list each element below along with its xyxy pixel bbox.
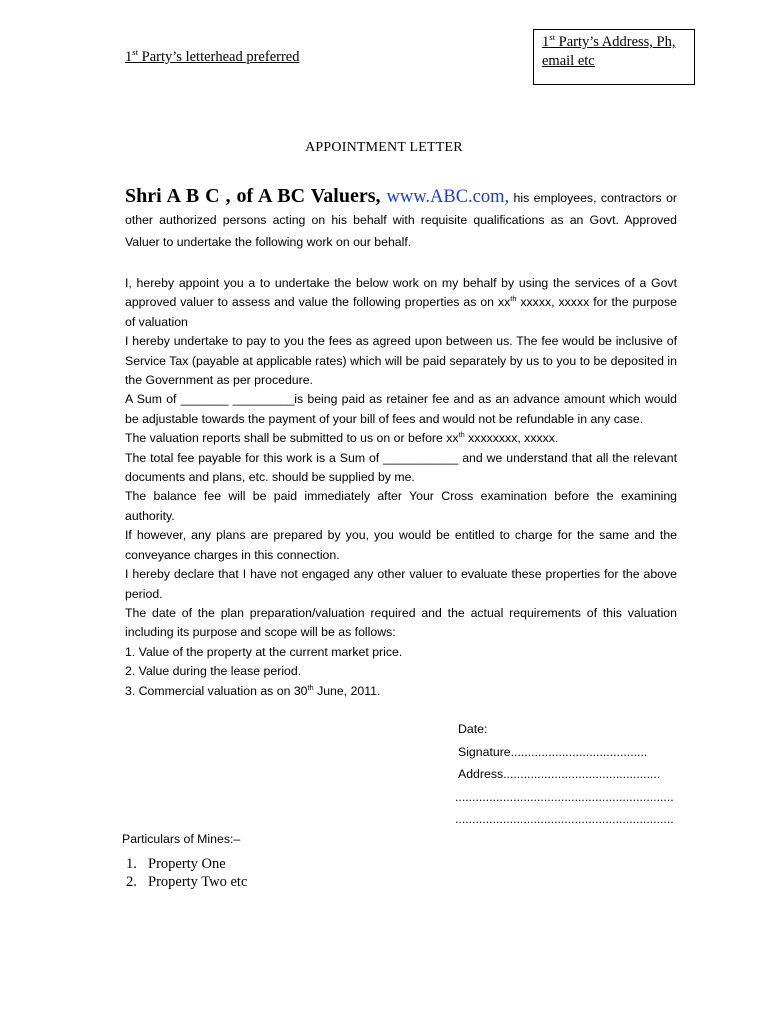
paragraph-appointment: I, hereby appoint you a to undertake the below work on my behalf by using the services of a Govt approved valuer to assess and value the following properties as on $xx^{th}$ xxxxx, xxxxx for the purpose of valuation (125, 276, 677, 329)
paragraph-balance-fee: The balance fee will be paid immediately after Your Cross examination before the examining authority. (125, 489, 677, 523)
address-line: ................................................................ (455, 789, 674, 804)
address-field: Address.............................................. (458, 767, 661, 781)
paragraph-retainer: A Sum of _______ _________is being paid as retainer fee and as an advance amount which would be adjustable towards the payment of your bill of fees and would not be refundable in any case. (125, 392, 677, 426)
signature-field: Signature........................................ (458, 744, 648, 759)
paragraph-scope: The date of the plan preparation/valuation required and the actual requirements of this valuation including its purpose and scope will be as follows: (125, 605, 677, 640)
letterhead-ordinal: 1 (125, 49, 133, 65)
list-item: 1. Property One (126, 856, 226, 872)
document-title: APPOINTMENT LETTER (305, 140, 463, 155)
party-address-box (533, 29, 695, 85)
list-item: 2. Value during the lease period. (125, 664, 302, 679)
letterhead-sup: st (132, 47, 139, 58)
letterhead-note (125, 49, 299, 66)
addressee-description: his employees, contractors or other authorized persons acting on his behalf with requisite qualifications as an Govt. Approved Valuer to undertake the following work on our behalf. (125, 191, 678, 249)
website-link[interactable]: www.ABC.com (386, 187, 505, 207)
list-item: 3. Commercial valuation as on 30th June, 2011. (125, 682, 381, 698)
address-text (542, 34, 676, 69)
addressee-name: Shri A B C , of A BC Valuers, (125, 185, 387, 207)
addressee-paragraph (125, 185, 677, 253)
mines-heading: Particulars of Mines:– (122, 832, 241, 846)
address-rest: Party’s Address, Ph, email etc (542, 34, 676, 69)
list-item: 2. Property Two etc (126, 874, 248, 890)
paragraph-total-fee: The total fee payable for this work is a Sum of ___________ and we understand that all the relevant documents and plans, etc. should be supplied by me. (125, 450, 677, 485)
address-line: ................................................................ (455, 812, 674, 826)
address-ordinal: 1 (542, 34, 550, 50)
paragraph-plans: If however, any plans are prepared by you, you would be entitled to charge for the same and the conveyance charges in this connection. (125, 528, 677, 562)
paragraph-declaration: I hereby declare that I have not engaged any other valuer to evaluate these properties for the above period. (125, 567, 677, 601)
date-field: Date: (458, 722, 488, 736)
paragraph-deadline: The valuation reports shall be submitted to us on or before $xx^{th}$ xxxxxxxx, xxxxx. (125, 430, 559, 446)
mines-list (126, 855, 247, 891)
paragraph-fees: I hereby undertake to pay to you the fees as agreed upon between us. The fee would be inclusive of Service Tax (payable at applicable rates) which will be paid separately by us to you to be deposited in the Government as per procedure. (125, 334, 677, 388)
signature-block (455, 718, 680, 831)
address-sup: st (549, 32, 556, 43)
website-link-suffix: , (504, 187, 510, 207)
letterhead-text: Party’s letterhead preferred (138, 49, 300, 65)
letter-body (125, 185, 677, 701)
list-item: 1. Value of the property at the current market price. (125, 644, 403, 659)
